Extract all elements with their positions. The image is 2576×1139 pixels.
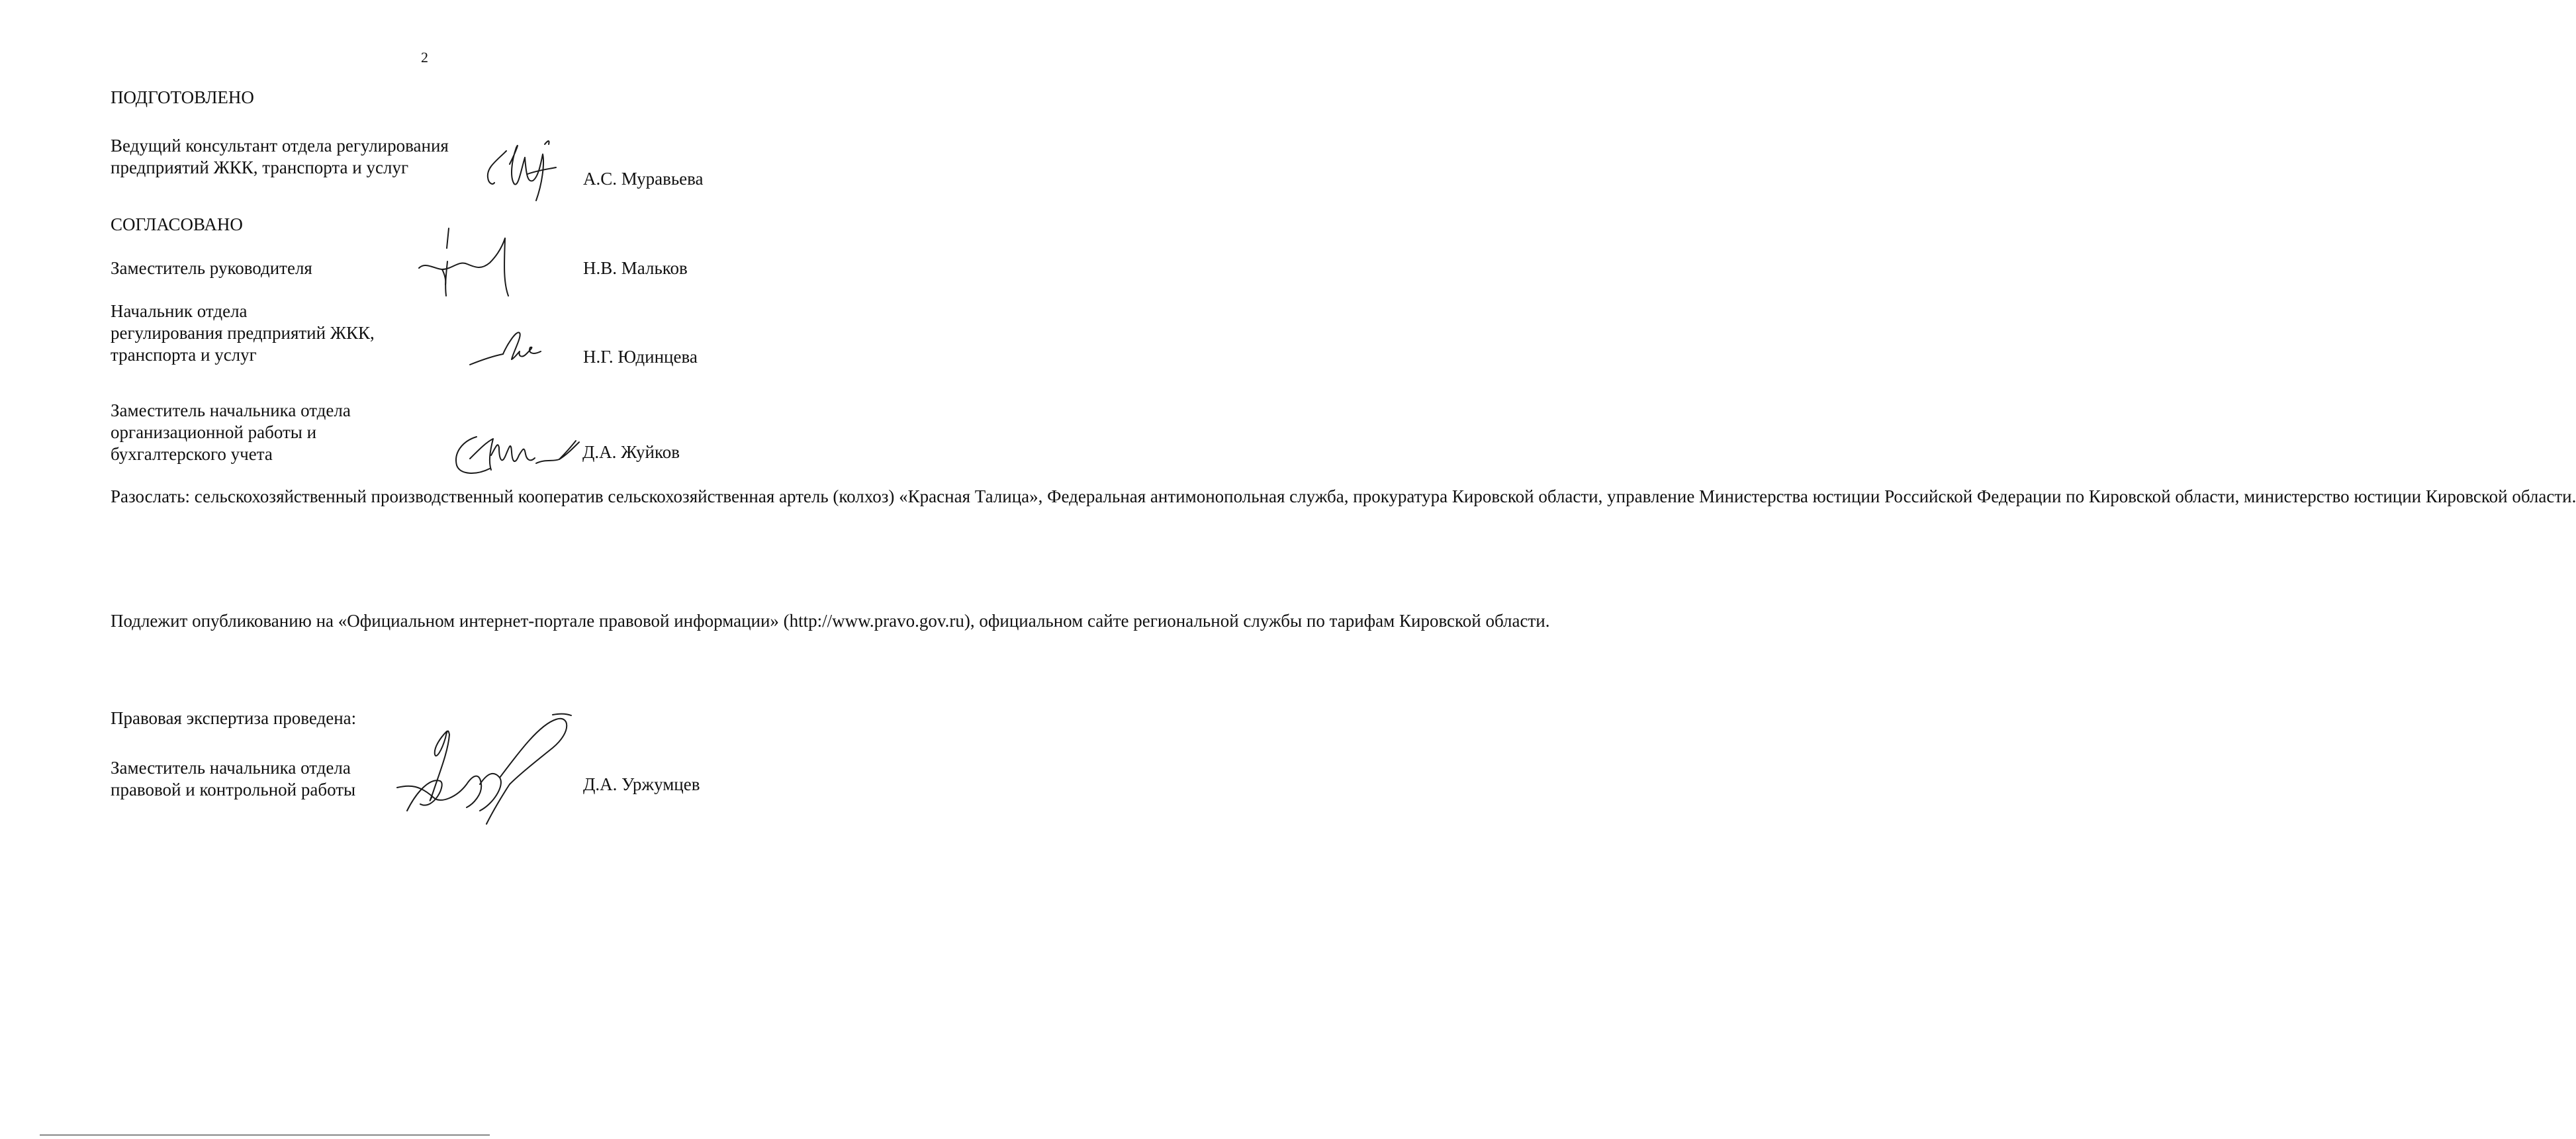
page-number: 2: [421, 49, 428, 66]
approved-heading: СОГЛАСОВАНО: [111, 214, 243, 234]
position-line: транспорта и услуг: [111, 345, 257, 365]
signer-position: [111, 300, 375, 366]
position-line: организационной работы и: [111, 422, 317, 442]
legal-review-position: [111, 757, 355, 801]
position-line: предприятий ЖКК, транспорта и услуг: [111, 158, 409, 177]
signer-name: Н.В. Мальков: [583, 258, 688, 278]
prepared-signer-name: А.С. Муравьева: [583, 169, 704, 189]
position-line: правовой и контрольной работы: [111, 780, 356, 799]
position-line: регулирования предприятий ЖКК,: [111, 323, 375, 343]
publication-paragraph: [111, 610, 1550, 632]
position-line: Ведущий консультант отдела регулирования: [111, 136, 449, 156]
position-line: Заместитель начальника отдела: [111, 400, 351, 420]
signer-position: [111, 257, 312, 279]
prepared-heading: ПОДГОТОВЛЕНО: [111, 87, 254, 107]
position-line: бухгалтерского учета: [111, 444, 273, 464]
distribution-paragraph: [111, 486, 2576, 508]
signature-malkov: [416, 222, 528, 308]
signature-muravyeva: [480, 138, 566, 210]
scan-edge-line: [40, 1134, 490, 1136]
position-line: Заместитель руководителя: [111, 258, 312, 278]
publication-text: Подлежит опубликованию на «Официальном интернет-портале правовой информации» (http://www.pravo.gov.ru), официальном сайте региональной службы по тарифам Кировской области.: [111, 611, 1550, 631]
signer-name: Н.Г. Юдинцева: [583, 347, 698, 367]
signature-yudintseva: [467, 326, 546, 376]
prepared-position: [111, 135, 449, 179]
position-line: Заместитель начальника отдела: [111, 758, 351, 778]
signature-zhuikov: [450, 429, 589, 482]
signer-name: Д.А. Жуйков: [582, 442, 680, 462]
legal-review-signer-name: Д.А. Уржумцев: [583, 774, 700, 794]
distribution-text: Разослать: сельскохозяйственный производственный кооператив сельскохозяйственная артель (колхоз) «Красная Талица», Федеральная антимонопольная служба, прокуратура Кировской области, управление Министерства юстиции Российской Федерации по Кировской области, министерство юстиции Кировской области.: [111, 486, 2576, 506]
legal-review-heading: Правовая экспертиза проведена:: [111, 708, 357, 728]
signature-urzhumtsev: [394, 711, 586, 831]
signer-position: [111, 400, 351, 465]
position-line: Начальник отдела: [111, 301, 248, 321]
